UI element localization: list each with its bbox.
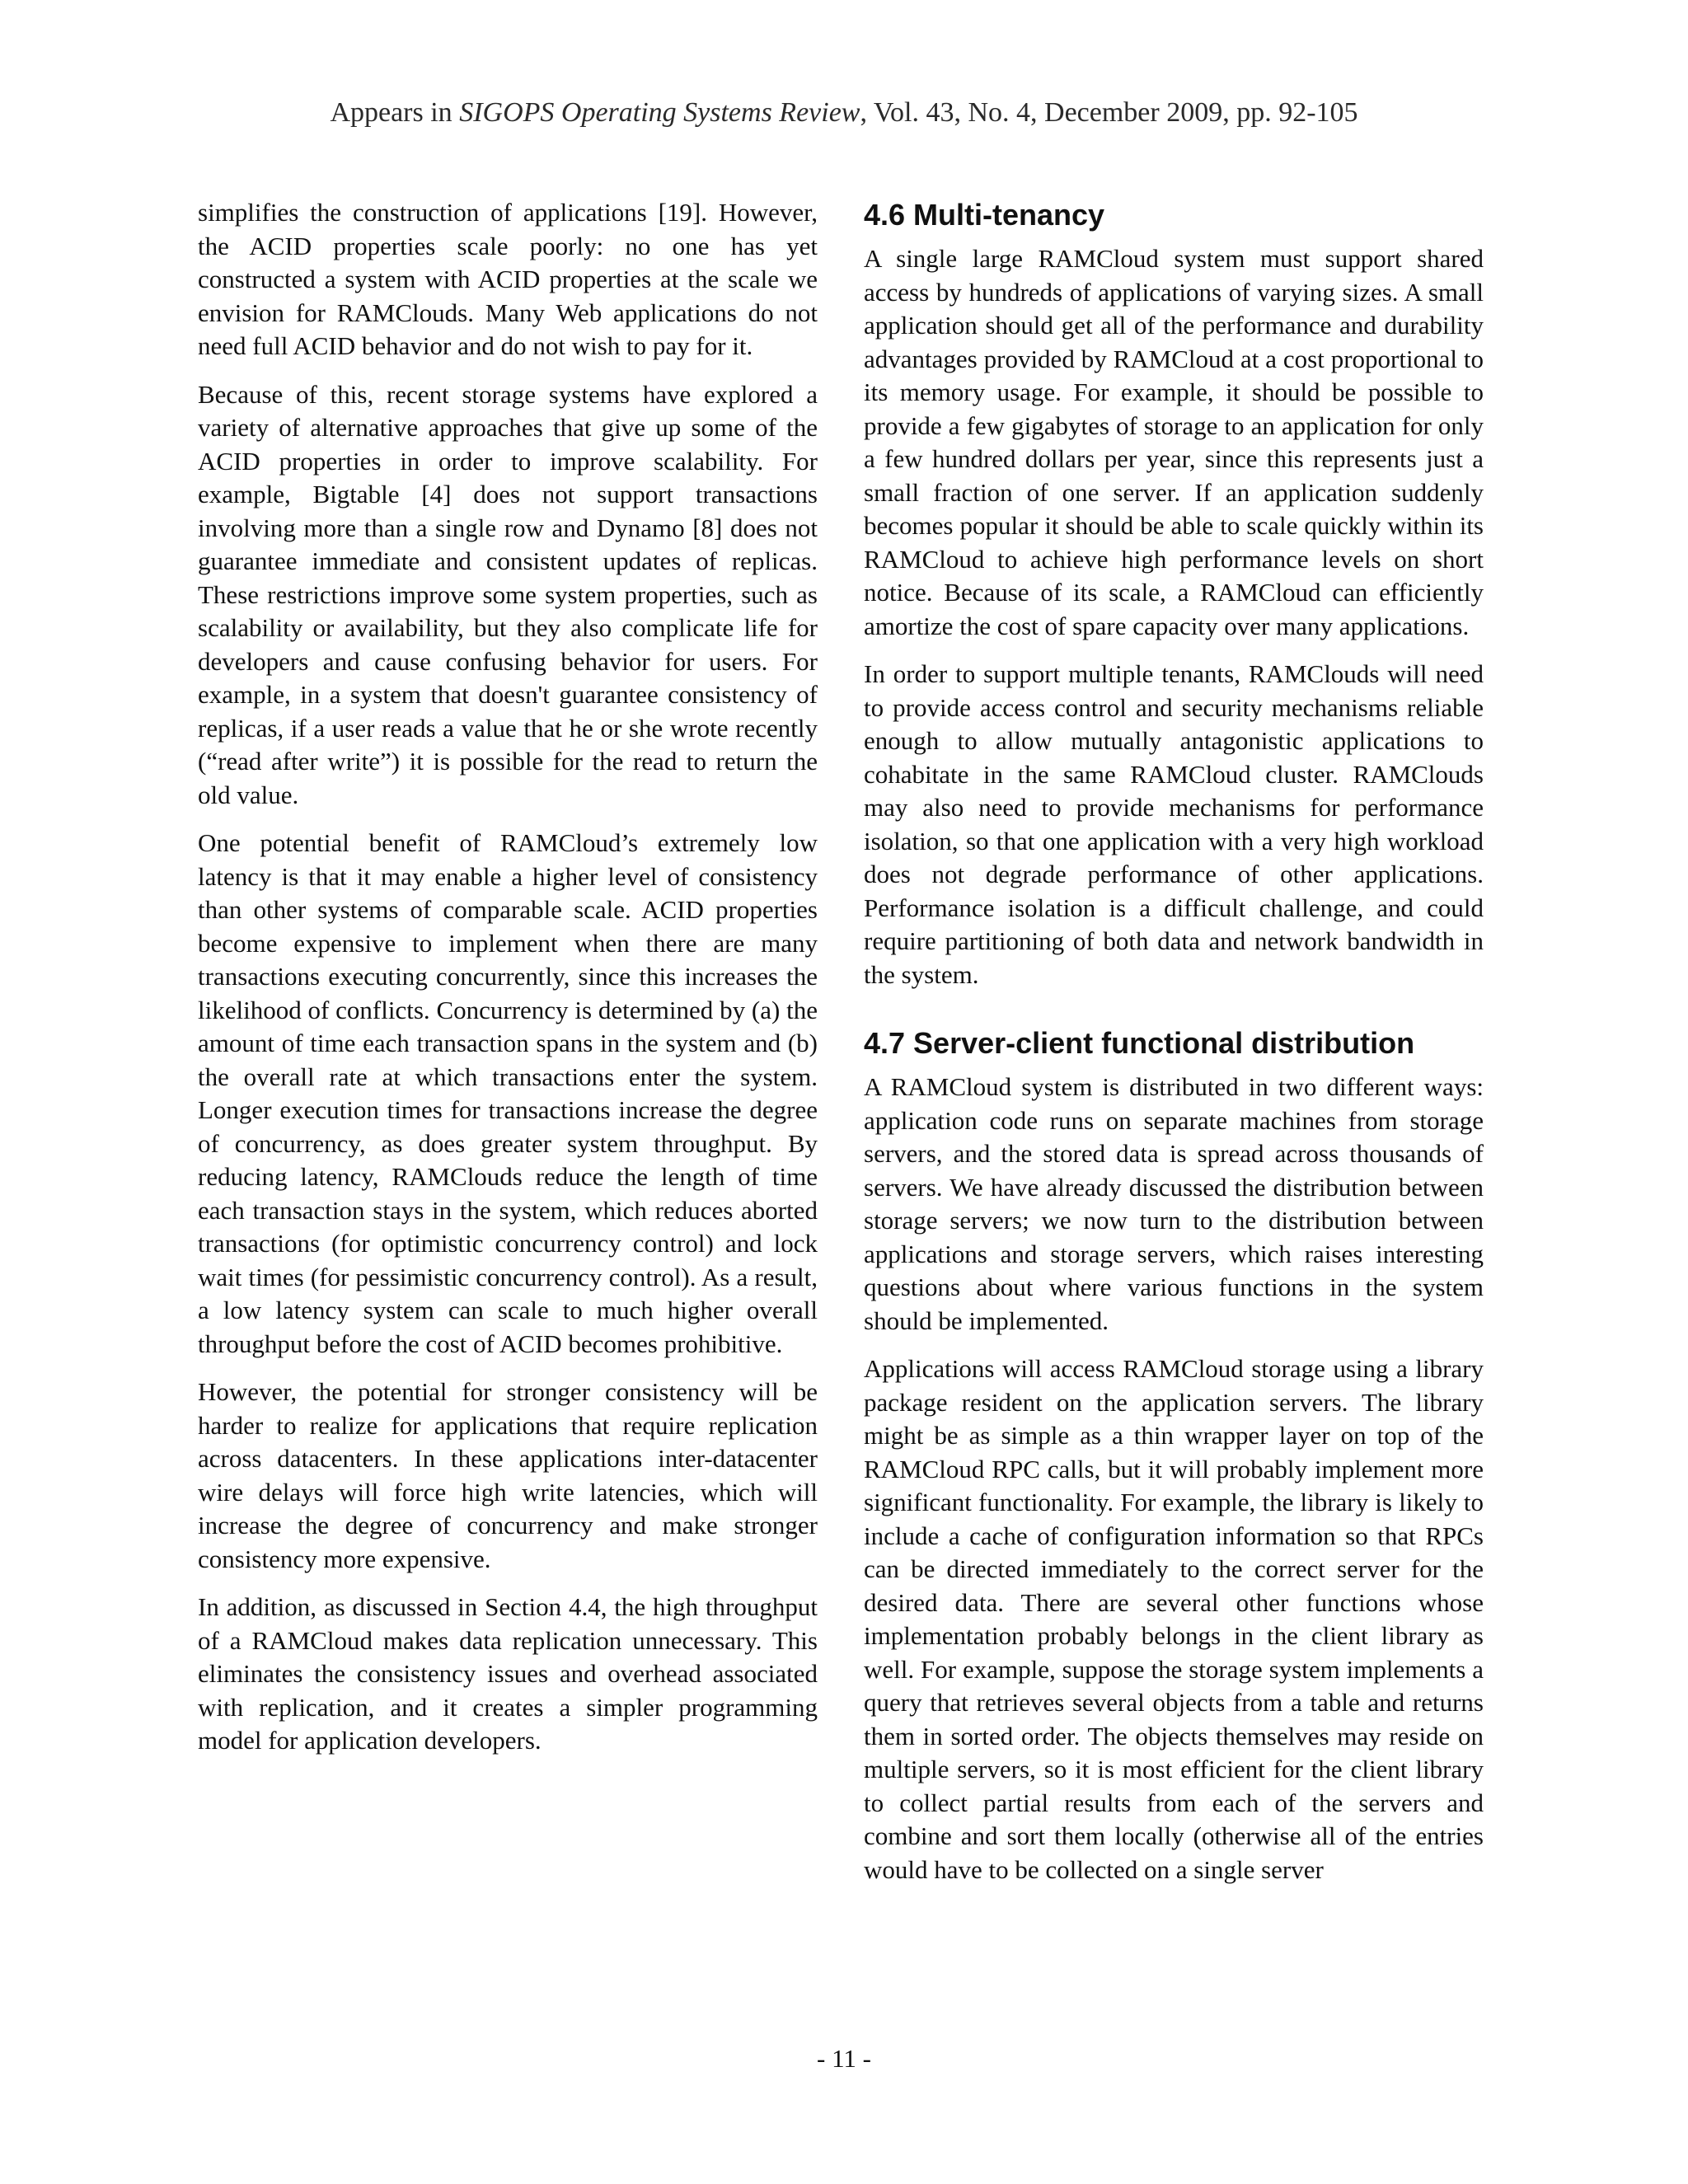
section-heading-server-client: 4.7 Server-client functional distribution (864, 1026, 1415, 1060)
right-column (864, 196, 1484, 1901)
section-heading-multi-tenancy: 4.6 Multi-tenancy (864, 198, 1105, 232)
running-header (0, 97, 1688, 129)
paragraph: simplifies the construction of applications [19]. However, the ACID properties scale poorly: no one has yet constructed a system with ACID properties at the scale we envision for RAMClouds. Many Web applications do not need full ACID behavior and do not wish to pay for it. (198, 198, 818, 360)
header-journal: SIGOPS Operating Systems Review (459, 97, 860, 128)
paragraph: In addition, as discussed in Section 4.4, the high throughput of a RAMCloud makes data replication unnecessary. This eliminates the consistency issues and overhead associated with replication, and it creates a simpler programming model for application developers. (198, 1592, 818, 1755)
paragraph: Because of this, recent storage systems have explored a variety of alternative approaches that give up some of the ACID properties in order to improve scalability. For example, Bigtable [4] does not support transactions involving more than a single row and Dynamo [8] does not guarantee immediate and consistent updates of replicas. These restrictions improve some system properties, such as scalability or availability, but they also complicate life for developers and cause confusing behavior for users. For example, in a system that doesn't guarantee consistency of replicas, if a user reads a value that he or she wrote recently (“read after write”) it is possible for the read to return the old value. (198, 379, 818, 809)
paragraph: A RAMCloud system is distributed in two different ways: application code runs on separate machines from storage servers, and the stored data is spread across thousands of servers. We have already discussed the distribution between storage servers; we now turn to the distribution between applications and storage servers, which raises interesting questions about where various functions in the system should be implemented. (864, 1072, 1484, 1335)
header-prefix: Appears in (330, 97, 460, 128)
paragraph: In order to support multiple tenants, RAMClouds will need to provide access control and security mechanisms reliable enough to allow mutually antagonistic applications to cohabitate in the same RAMCloud cluster. RAMClouds may also need to provide mechanisms for performance isolation, so that one application with a very high workload does not degrade performance of other applications. Performance isolation is a difficult challenge, and could require partitioning of both data and network bandwidth in the system. (864, 659, 1484, 989)
paragraph: A single large RAMCloud system must support shared access by hundreds of applications of varying sizes. A small application should get all of the performance and durability advantages provided by RAMCloud at a cost proportional to its memory usage. For example, it should be possible to provide a few gigabytes of storage to an application for only a few hundred dollars per year, since this represents just a small fraction of one server. If an application suddenly becomes popular it should be able to scale quickly within its RAMCloud to achieve high performance levels on short notice. Because of its scale, a RAMCloud can efficiently amortize the cost of spare capacity over many applications. (864, 244, 1484, 640)
page-number: - 11 - (817, 2044, 871, 2073)
paragraph: However, the potential for stronger consistency will be harder to realize for applications that require replication across datacenters. In these applications inter-datacenter wire delays will force high write latencies, which will increase the degree of concurrency and make stronger consistency more expensive. (198, 1377, 818, 1573)
paragraph: One potential benefit of RAMCloud’s extremely low latency is that it may enable a higher level of consistency than other systems of comparable scale. ACID properties become expensive to implement when there are many transactions executing concurrently, since this increases the likelihood of conflicts. Concurrency is determined by (a) the amount of time each transaction spans in the system and (b) the overall rate at which transactions enter the system. Longer execution times for transactions increase the degree of concurrency, as does greater system throughput. By reducing latency, RAMClouds reduce the length of time each transaction stays in the system, which reduces aborted transactions (for optimistic concurrency control) and lock wait times (for pessimistic concurrency control). As a result, a low latency system can scale to much higher overall throughput before the cost of ACID becomes prohibitive. (198, 828, 818, 1358)
left-column (198, 196, 818, 1773)
header-suffix: , Vol. 43, No. 4, December 2009, pp. 92-105 (860, 97, 1358, 128)
paragraph: Applications will access RAMCloud storage using a library package resident on the application servers. The library might be as simple as a thin wrapper layer on top of the RAMCloud RPC calls, but it will probably implement more significant functionality. For example, the library is likely to include a cache of configuration information so that RPCs can be directed immediately to the correct server for the desired data. There are several other functions whose implementation probably belongs in the client library as well. For example, suppose the storage system implements a query that retrieves several objects from a table and returns them in sorted order. The objects themselves may reside on multiple servers, so it is most efficient for the client library to collect partial results from each of the servers and combine and sort them locally (otherwise all of the entries would have to be collected on a single server (864, 1354, 1484, 1884)
